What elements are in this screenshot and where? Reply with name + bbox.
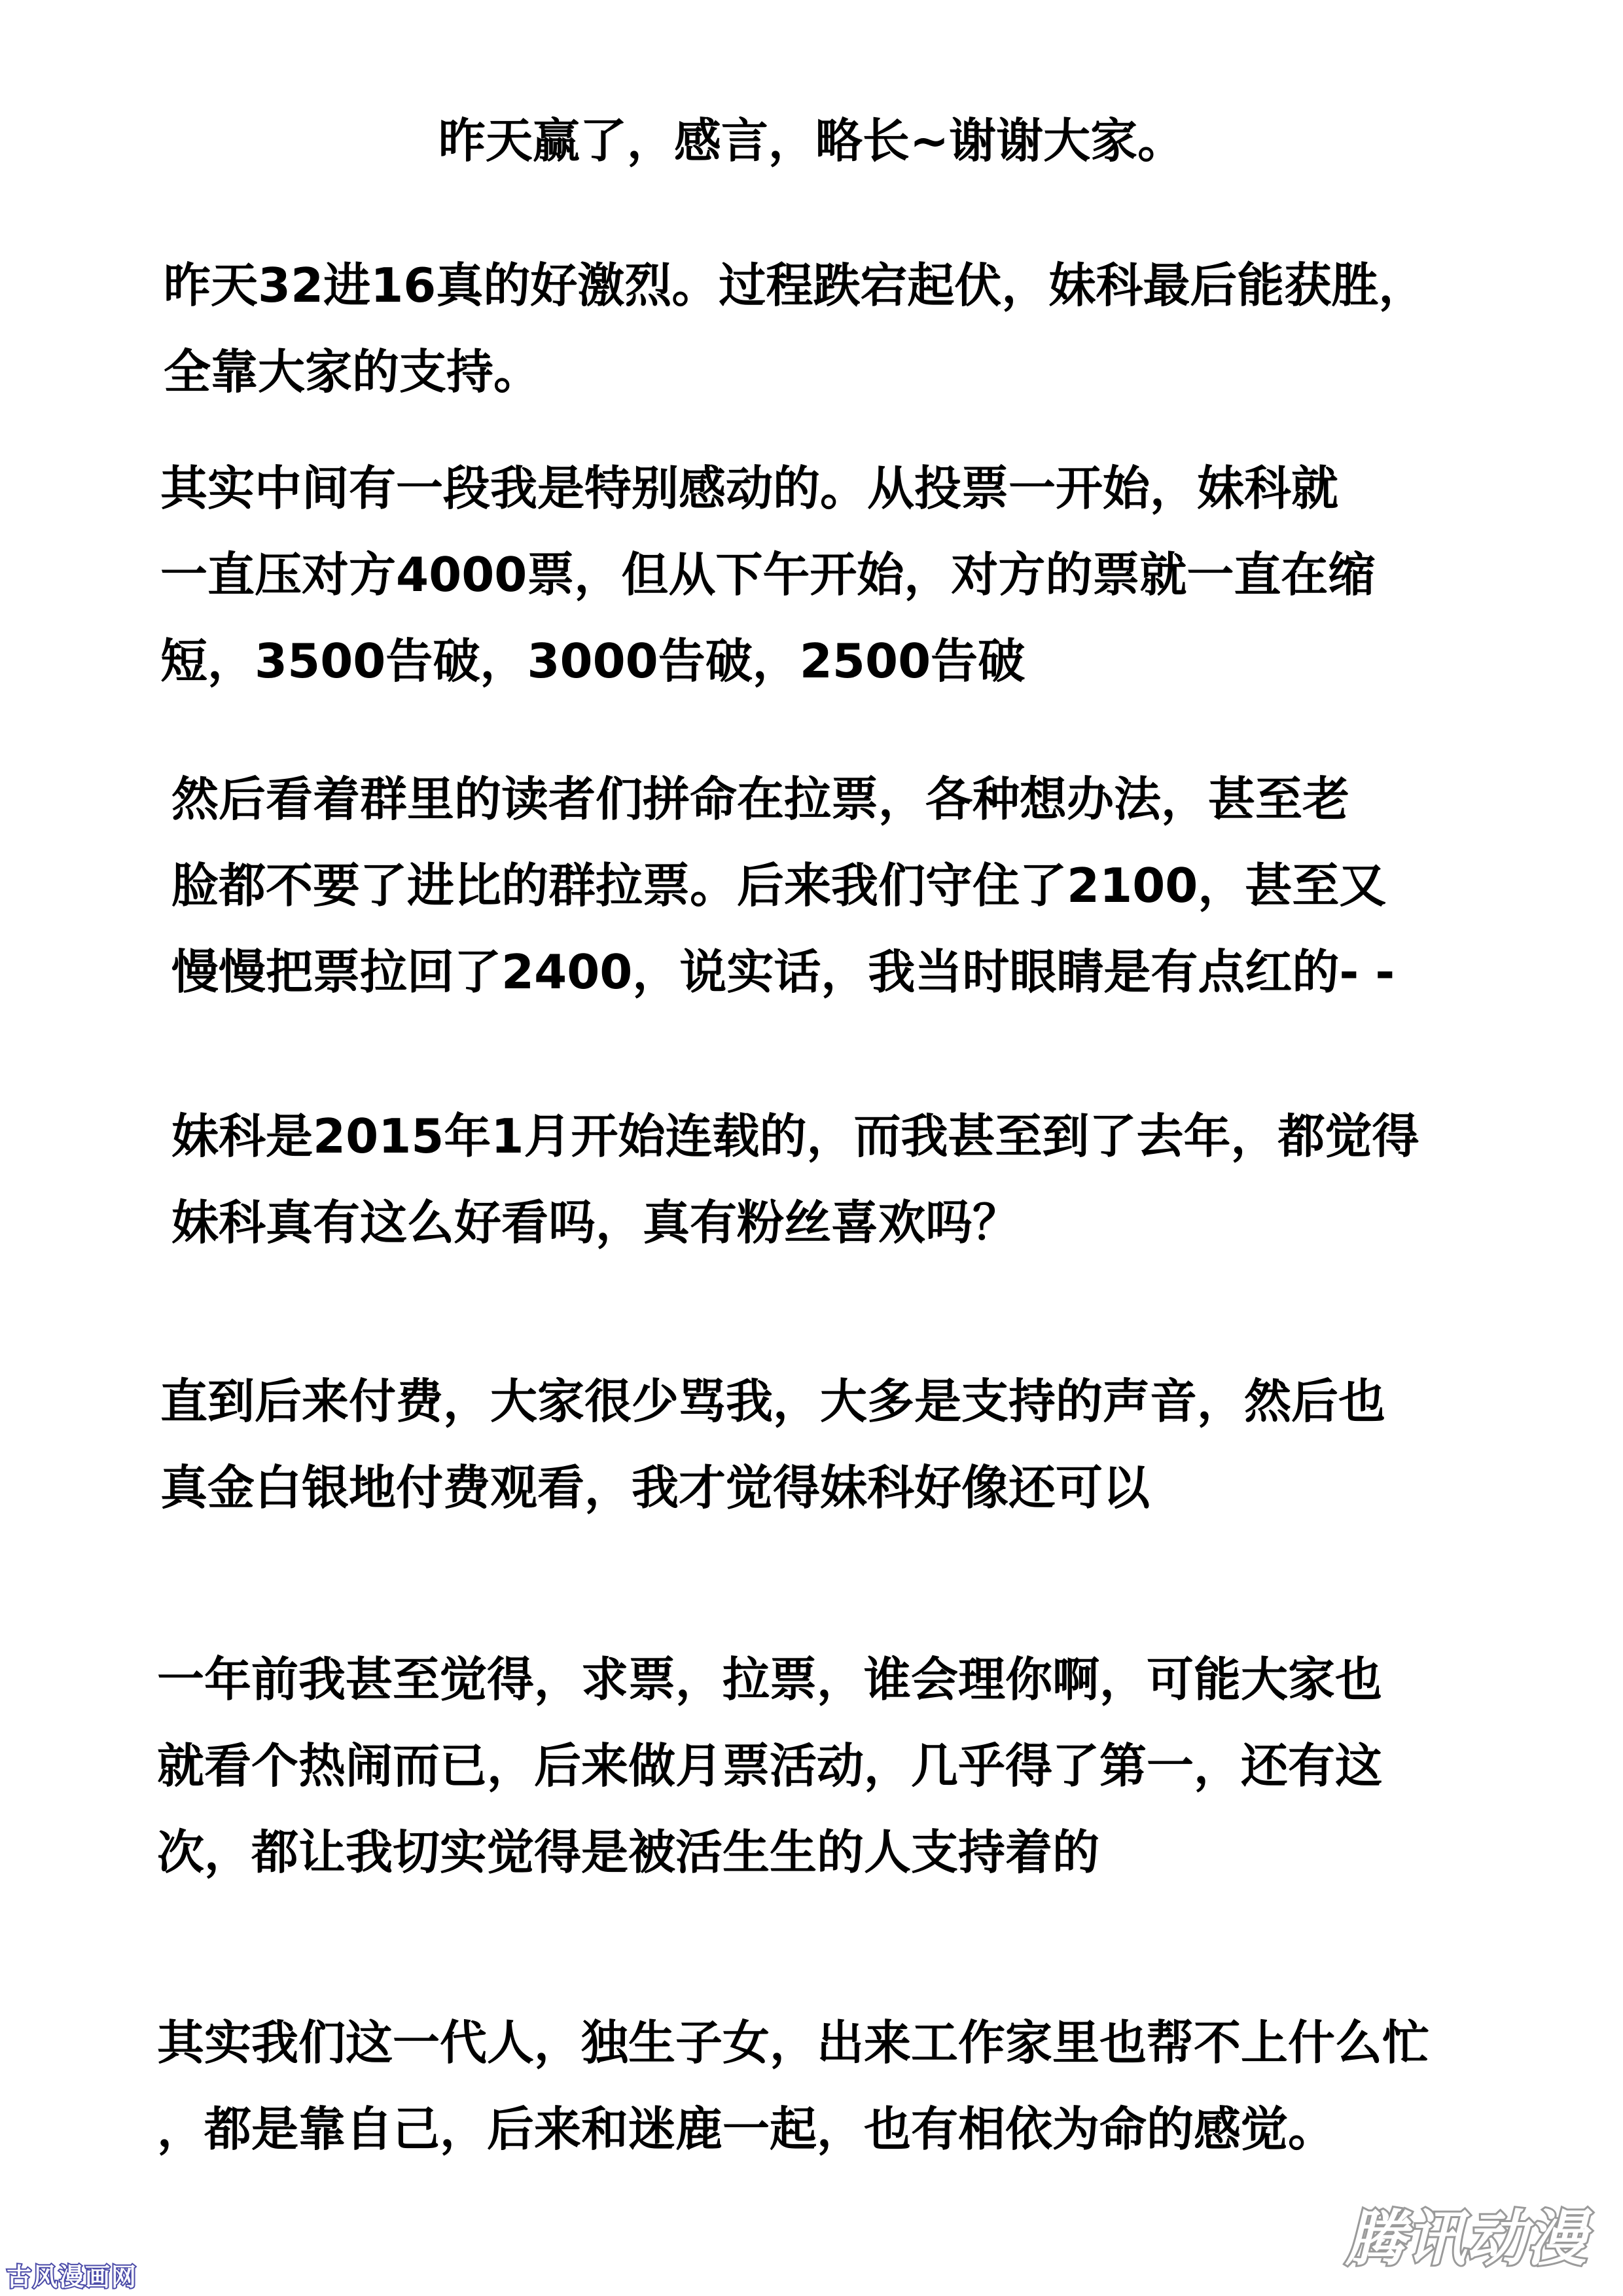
watermark-logo-text: 腾讯动漫 (1345, 2204, 1587, 2274)
paragraph-5 (160, 1358, 1385, 1531)
paragraph-3 (171, 756, 1395, 1015)
paragraph-line: 就看个热闹而已，后来做月票活动，几乎得了第一，还有这 (157, 1738, 1383, 1793)
paragraph-line: 短，3500告破，3000告破，2500告破 (160, 634, 1026, 689)
paragraph-7 (157, 2000, 1429, 2172)
watermark-logo (1329, 2199, 1603, 2278)
paragraph-line: 其实我们这一代人，独生子女，出来工作家里也帮不上什么忙 (157, 2015, 1430, 2070)
paragraph-line: 一直压对方4000票，但从下午开始，对方的票就一直在缩 (160, 547, 1376, 602)
paragraph-line: 全靠大家的支持。 (164, 344, 541, 399)
paragraph-line: 真金白银地付费观看，我才觉得妹科好像还可以 (160, 1460, 1150, 1515)
paragraph-4 (171, 1093, 1419, 1266)
paragraph-line: 妹科真有这么好看吗，真有粉丝喜欢吗？ (171, 1195, 1020, 1250)
paragraph-line: ，都是靠自己，后来和迷鹿一起，也有相依为命的感觉。 (157, 2102, 1336, 2157)
paragraph-line: 直到后来付费，大家很少骂我，大多是支持的声音，然后也 (160, 1374, 1386, 1429)
paragraph-line: 妹科是2015年1月开始连载的，而我甚至到了去年，都觉得 (171, 1109, 1419, 1164)
paragraph-1 (164, 242, 1425, 415)
paragraph-line: 一年前我甚至觉得，求票，拉票，谁会理你啊，可能大家也 (157, 1652, 1383, 1707)
page-title: 昨天赢了，感言，略长~谢谢大家。 (438, 113, 1185, 168)
paragraph-line: 昨天32进16真的好激烈。过程跌宕起伏，妹科最后能获胜， (164, 258, 1426, 313)
paragraph-line: 其实中间有一段我是特别感动的。从投票一开始，妹科就 (160, 461, 1339, 516)
watermark-right (1329, 2199, 1603, 2278)
watermark-left: 古风漫画网 (7, 2263, 138, 2291)
paragraph-line: 然后看着群里的读者们拼命在拉票，各种想办法，甚至老 (171, 772, 1350, 827)
paragraph-line: 慢慢把票拉回了2400，说实话，我当时眼睛是有点红的- - (171, 944, 1395, 999)
paragraph-2 (160, 445, 1375, 704)
paragraph-line: 次，都让我切实觉得是被活生生的人支持着的 (157, 1825, 1100, 1880)
paragraph-6 (157, 1636, 1382, 1895)
paragraph-line: 脸都不要了进比的群拉票。后来我们守住了2100，甚至又 (171, 858, 1387, 913)
